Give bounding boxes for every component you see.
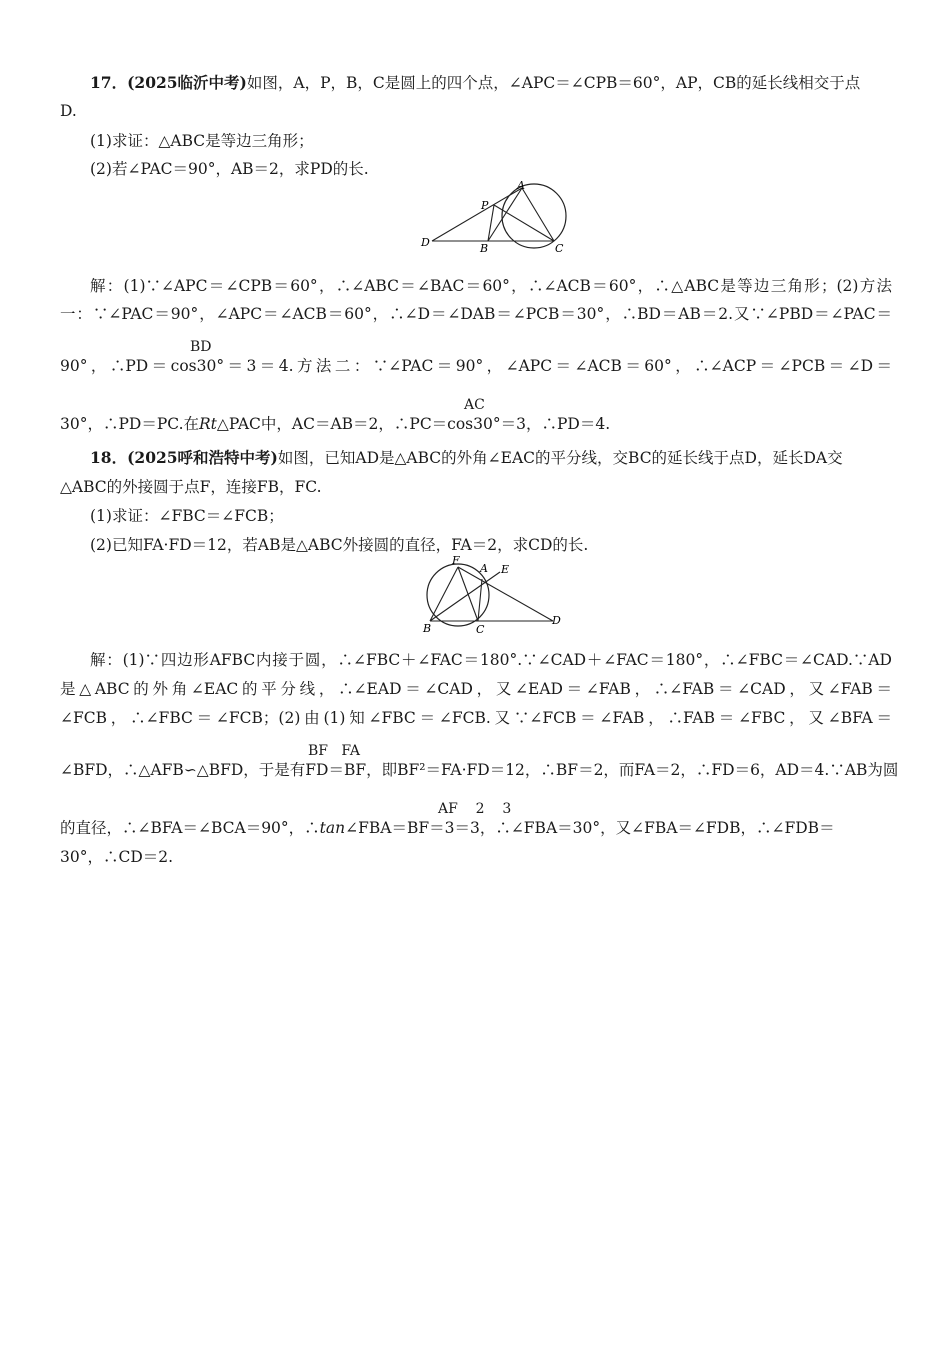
q18-label-C: C [476, 623, 485, 636]
q17-solution-line-4-a: 30°，∴PD＝PC.在 [60, 415, 199, 433]
q17-solution-line-4 [60, 414, 892, 434]
q18-label-B: B [423, 622, 432, 635]
q18-solution-line-2: 是△ABC的外角∠EAC的平分线，∴∠EAD＝∠CAD，又∠EAD＝∠FAB，∴∠FAB＝∠CAD，又∠FAB＝ [60, 680, 892, 698]
q18-label-E: E [501, 563, 510, 576]
q18-line-FC [458, 567, 478, 621]
q17-label-B: B [480, 242, 489, 254]
q18-figure [418, 555, 566, 637]
q18-solution-line-1: 解：(1)∵四边形AFBC内接于圆，∴∠FBC＋∠FAC＝180°.∵∠CAD＋∠FAC＝180°，∴∠FBC＝∠CAD.∵AD [90, 651, 892, 669]
q17-solution-line-1: 解：(1)∵∠APC＝∠CPB＝60°，∴∠ABC＝∠BAC＝60°，∴∠ACB＝60°，∴△ABC是等边三角形；(2)方法 [90, 277, 892, 295]
q17-solution-line-2: 一：∵∠PAC＝90°，∠APC＝∠ACB＝60°，∴∠D＝∠DAB＝∠PCB＝30°，∴BD＝AB＝2.又∵∠PBD＝∠PAC＝ [60, 305, 892, 323]
q18-label-A: A [480, 562, 488, 575]
q18-solution-line-6: 30°，∴CD＝2. [60, 848, 174, 866]
q17-stem-text: 如图，A，P，B，C是圆上的四个点，∠APC＝∠CPB＝60°，AP，CB的延长线相交于点 [246, 74, 861, 92]
q18-fraction-top-1: BF FA [308, 743, 360, 759]
q17-line-AC [522, 188, 554, 241]
q17-stem-line-1 [90, 73, 892, 93]
q17-solution-line-4-b: △PAC中，AC＝AB＝2，∴PC＝cos30°＝3，∴PD＝4. [216, 415, 611, 433]
q18-number: 18． [90, 448, 128, 467]
q18-stem-text: 如图，已知AD是△ABC的外角∠EAC的平分线，交BC的延长线于点D，延长DA交 [277, 449, 843, 467]
q17-part-2: (2)若∠PAC＝90°，AB＝2，求PD的长. [90, 160, 369, 178]
q17-source: (2025临沂中考) [127, 73, 247, 92]
q17-label-C: C [555, 242, 564, 254]
q18-solution-line-4: ∠BFD，∴△AFB∽△BFD，于是有FD＝BF，即BF²＝FA·FD＝12，∴BF＝2，而FA＝2，∴FD＝6，AD＝4.∵AB为圆 [60, 761, 899, 779]
q17-stem-line-2: D. [60, 102, 77, 120]
q17-number: 17． [90, 73, 128, 92]
q17-label-A: A [517, 179, 525, 192]
q18-solution-line-5-a: 的直径，∴∠BFA＝∠BCA＝90°，∴ [60, 819, 320, 837]
q17-solution-line-3: 90°，∴PD＝cos30°＝3＝4.方法二：∵∠PAC＝90°，∠APC＝∠ACB＝60°，∴∠ACP＝∠PCB＝∠D＝ [60, 357, 892, 375]
q18-part-1: (1)求证：∠FBC＝∠FCB； [90, 507, 284, 525]
q18-stem-line-1 [90, 448, 892, 468]
q17-part-1: (1)求证：△ABC是等边三角形； [90, 132, 314, 150]
q18-label-F: F [452, 555, 460, 567]
q17-figure [418, 178, 578, 254]
q18-fraction-top-2: AF 2 3 [438, 801, 512, 817]
q18-solution-tan: tan [319, 819, 346, 837]
q18-part-2: (2)已知FA·FD＝12，若AB是△ABC外接圆的直径，FA＝2，求CD的长. [90, 536, 589, 554]
q17-line-AB [488, 188, 522, 241]
q18-solution-line-3: ∠FCB，∴∠FBC＝∠FCB；(2)由(1)知∠FBC＝∠FCB.又∵∠FCB＝∠FAB，∴FAB＝∠FBC，又∠BFA＝ [60, 709, 892, 727]
q18-stem-line-2: △ABC的外接圆于点F，连接FB，FC. [60, 478, 322, 496]
q18-source: (2025呼和浩特中考) [127, 448, 278, 467]
q17-label-D: D [421, 236, 430, 249]
q17-solution-rt: Rt [199, 415, 217, 433]
q18-solution-line-5 [60, 818, 892, 838]
q17-label-P: P [481, 199, 489, 212]
q18-label-D: D [552, 614, 561, 627]
q17-fraction-top-2: AC [464, 397, 485, 413]
q17-fraction-top-1: BD [190, 339, 212, 355]
q18-solution-line-5-b: ∠FBA＝BF＝3＝3，∴∠FBA＝30°，又∠FBA＝∠FDB，∴∠FDB＝ [345, 819, 835, 837]
q17-line-DA [432, 188, 522, 241]
